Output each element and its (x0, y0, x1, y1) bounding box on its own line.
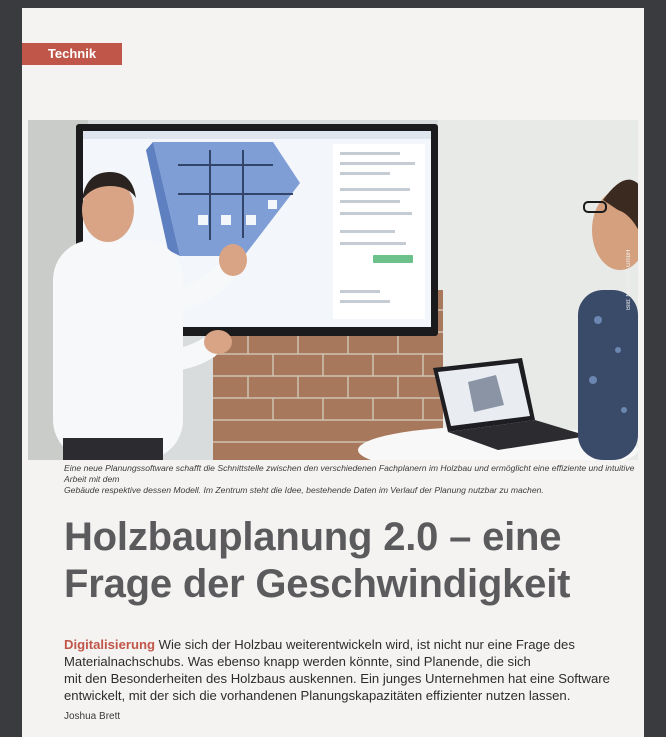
article-photo (28, 120, 638, 460)
lead-text: Wie sich der Holzbau weiterentwickeln wird, ist nicht nur eine Frage des (154, 637, 575, 652)
magazine-page (22, 8, 644, 737)
lead-paragraph (64, 636, 634, 704)
headline-line: Frage der Geschwindigkeit (64, 562, 571, 606)
lead-line: entwickelt, mit der sich die vorhandenen Planungskapazitäten effizienter nutzen lassen. (64, 688, 571, 703)
lead-line: Materialnachschubs. Was ebenso knapp werden könnte, sind Planende, die sich (64, 654, 531, 669)
photo-caption (64, 463, 644, 496)
caption-line: Eine neue Planungssoftware schafft die Schnittstelle zwischen den verschiedenen Fachplanern im Holzbau und ermöglicht eine effiziente und intuitive Arbeit mit dem (64, 463, 635, 484)
lead-line (64, 636, 634, 653)
photo-credit: Bild: Moduldom GmbH (626, 249, 632, 310)
caption-line: Gebäude respektive dessen Modell. Im Zentrum steht die Idee, bestehende Daten im Verlauf der Planung nutzbar zu machen. (64, 485, 544, 495)
lead-line: mit den Besonderheiten des Holzbaus auskennen. Ein junges Unternehmen hat eine Software (64, 671, 610, 686)
section-tag: Technik (22, 43, 122, 65)
author-byline: Joshua Brett (64, 711, 121, 722)
headline-line: Holzbauplanung 2.0 – eine (64, 515, 562, 559)
article-headline (64, 514, 634, 608)
lead-kicker: Digitalisierung (64, 637, 155, 652)
